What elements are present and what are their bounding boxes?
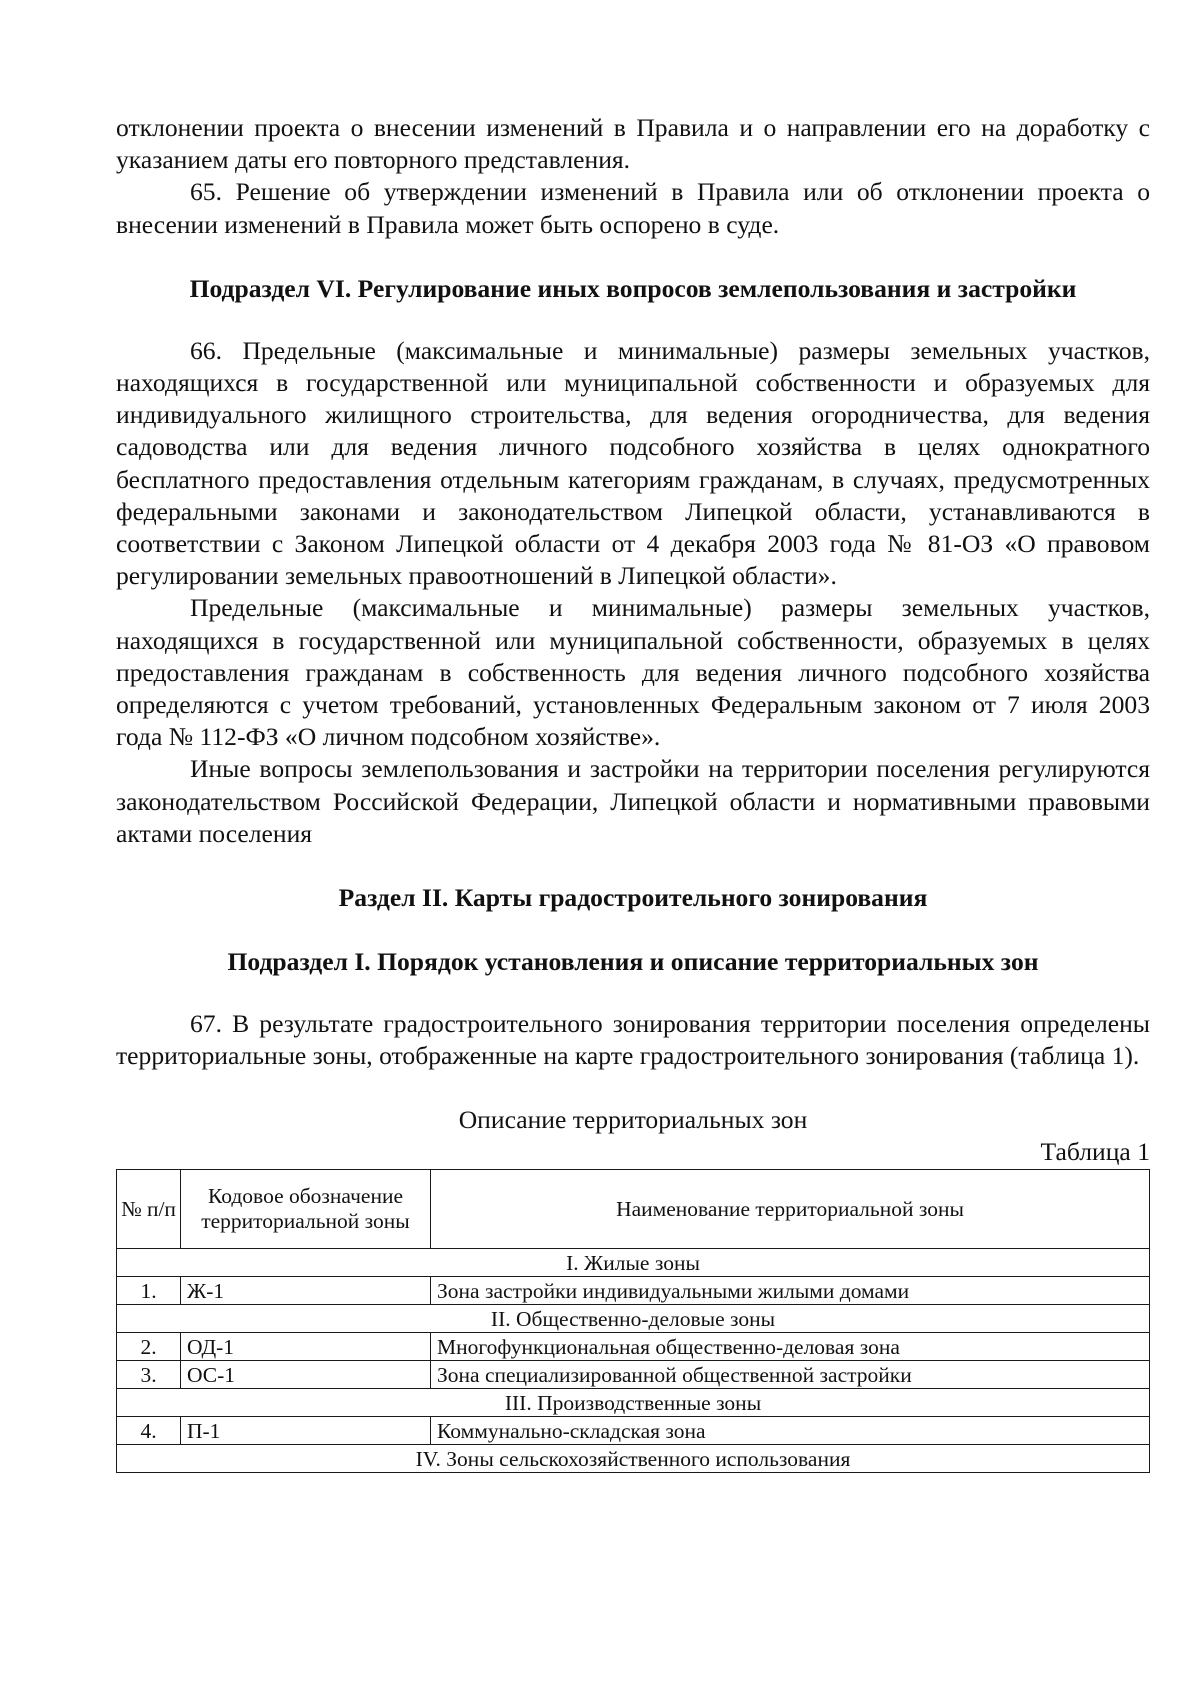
table-row: [117, 1333, 1150, 1361]
row-code: ОС-1: [181, 1361, 431, 1389]
table-row: [117, 1361, 1150, 1389]
table-header-row: [117, 1170, 1150, 1249]
table-section-row: [117, 1249, 1150, 1277]
paragraph-65: 65. Решение об утверждении изменений в Правила или об отклонении проекта о внесении изменений в Правила может быть оспорено в суде.: [116, 177, 1150, 239]
header-code: Кодовое обозначение территориальной зоны: [181, 1170, 431, 1249]
subsection-6-title: Подраздел VI. Регулирование иных вопросов землепользования и застройки: [189, 273, 1077, 303]
table-row: [117, 1417, 1150, 1445]
section-industrial: III. Производственные зоны: [117, 1389, 1150, 1417]
row-num: 4.: [117, 1417, 181, 1445]
row-name: Коммунально-складская зона: [431, 1417, 1150, 1445]
row-num: 2.: [117, 1333, 181, 1361]
paragraph-66: 66. Предельные (максимальные и минимальные) размеры земельных участков, находящихся в государственной или муниципальной собственности и образуемых для индивидуального жилищного строительства, для ведения огородничества, для ведения садоводства или для ведения личного подсобного хозяйства в целях однократного бесплатного предоставления отдельным категориям гражданам, в случаях, предусмотренных федеральными законами и законодательством Липецкой области, устанавливаются в соответствии с Законом Липецкой области от 4 декабря 2003 года № 81-ОЗ «О правовом регулировании земельных правоотношений в Липецкой области».: [116, 335, 1150, 591]
paragraph-66-other-questions: Иные вопросы землепользования и застройки на территории поселения регулируются законодательством Российской Федерации, Липецкой области и нормативными правовыми актами поселения: [116, 754, 1150, 848]
table-section-row: [117, 1305, 1150, 1333]
row-name: Зона застройки индивидуальными жилыми домами: [431, 1277, 1150, 1305]
zones-table: [116, 1169, 1150, 1473]
header-name: Наименование территориальной зоны: [431, 1170, 1150, 1249]
table-row: [117, 1277, 1150, 1305]
table-caption: Описание территориальных зон: [458, 1105, 808, 1135]
row-num: 1.: [117, 1277, 181, 1305]
row-code: Ж-1: [181, 1277, 431, 1305]
section-2-title: Раздел II. Карты градостроительного зонирования: [338, 883, 928, 913]
subsection-1-title: Подраздел I. Порядок установления и описание территориальных зон: [227, 947, 1039, 977]
row-num: 3.: [117, 1361, 181, 1389]
row-name: Многофункциональная общественно-деловая зона: [431, 1333, 1150, 1361]
paragraph-66-land-plots: Предельные (максимальные и минимальные) размеры земельных участков, находящихся в государственной или муниципальной собственности, образуемых в целях предоставления гражданам в собственность для ведения личного подсобного хозяйства определяются с учетом требований, установленных Федеральным законом от 7 июля 2003 года № 112-ФЗ «О личном подсобном хозяйстве».: [116, 593, 1150, 752]
paragraph-67: 67. В результате градостроительного зонирования территории поселения определены территориальные зоны, отображенные на карте градостроительного зонирования (таблица 1).: [116, 1009, 1150, 1071]
header-num: № п/п: [117, 1170, 181, 1249]
row-name: Зона специализированной общественной застройки: [431, 1361, 1150, 1389]
document-page: [116, 112, 1150, 1473]
section-agricultural: IV. Зоны сельскохозяйственного использования: [117, 1445, 1150, 1473]
section-residential: I. Жилые зоны: [117, 1249, 1150, 1277]
paragraph-64-continuation: отклонении проекта о внесении изменений в Правила и о направлении его на доработку с указанием даты его повторного представления.: [116, 113, 1150, 175]
table-section-row: [117, 1389, 1150, 1417]
section-public-business: II. Общественно-деловые зоны: [117, 1305, 1150, 1333]
row-code: П-1: [181, 1417, 431, 1445]
table-label: Таблица 1: [1040, 1137, 1150, 1167]
table-section-row: [117, 1445, 1150, 1473]
row-code: ОД-1: [181, 1333, 431, 1361]
